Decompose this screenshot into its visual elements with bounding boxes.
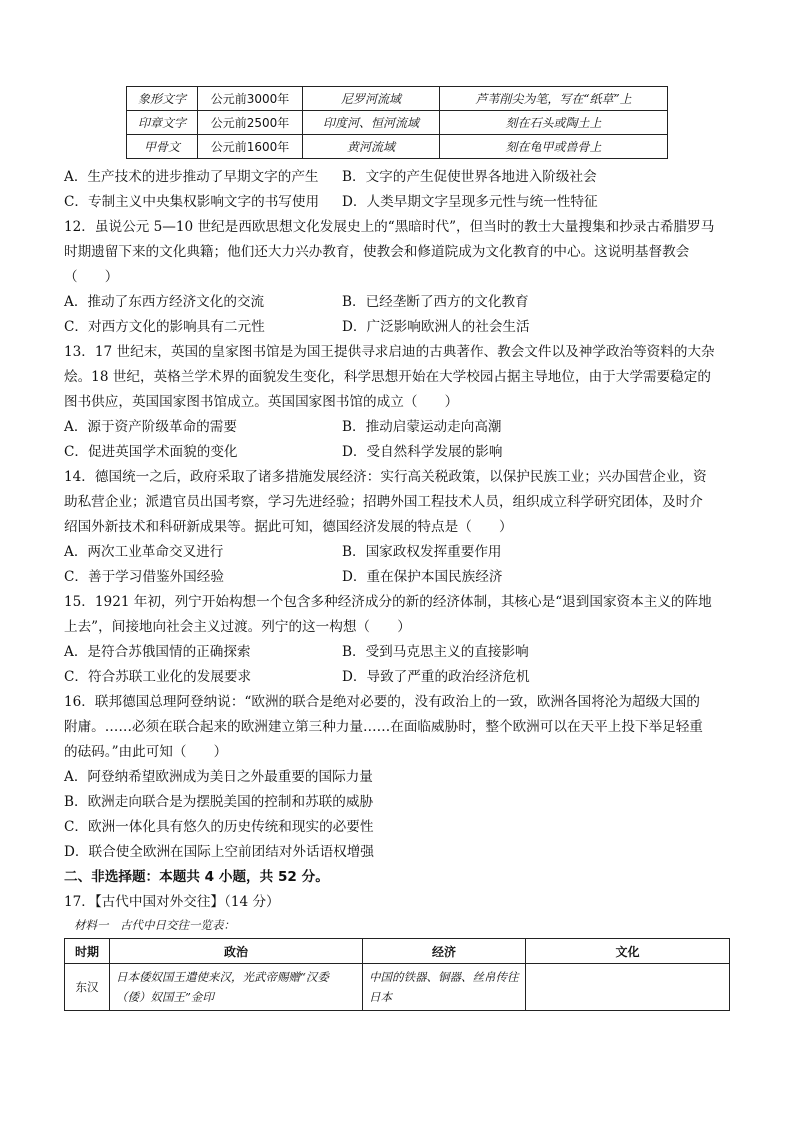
q14-options-row-2 bbox=[64, 565, 734, 590]
q14-stem-line: 助私营企业；派遣官员出国考察，学习先进经验；招聘外国工程技术人员，组织成立科学研究团体，及时介 bbox=[64, 494, 703, 510]
q13-stem-line: 烩。18 世纪，英格兰学术界的面貌发生变化，科学思想开始在大学校园占据主导地位，由于大学需要稳定的 bbox=[64, 369, 711, 385]
q12-options-row-1 bbox=[64, 290, 734, 315]
q11-option-d[interactable]: D．人类早期文字呈现多元性与统一性特征 bbox=[342, 194, 598, 210]
q16-stem-line: 16．联邦德国总理阿登纳说：“欧洲的联合是绝对必要的，没有政治上的一致，欧洲各国将沦为超级大国的 bbox=[64, 694, 700, 710]
column-header: 经济 bbox=[363, 939, 526, 964]
table-cell: 芦苇削尖为笔，写在“纸草”上 bbox=[440, 87, 668, 111]
q16-option-c[interactable]: C．欧洲一体化具有悠久的历史传统和现实的必要性 bbox=[64, 819, 374, 835]
column-header: 政治 bbox=[110, 939, 363, 964]
q11-option-b[interactable]: B．文字的产生促使世界各地进入阶级社会 bbox=[342, 169, 597, 185]
q15-stem-line: 上去”，间接地向社会主义过渡。列宁的这一构想（ ） bbox=[64, 619, 411, 635]
table-cell: 黄河流域 bbox=[303, 135, 440, 159]
q13-option-b[interactable]: B．推动启蒙运动走向高潮 bbox=[342, 419, 502, 435]
q15-option-c[interactable]: C．符合苏联工业化的发展要求 bbox=[64, 669, 252, 685]
q14-option-d[interactable]: D．重在保护本国民族经济 bbox=[342, 569, 503, 585]
q11-options-row-2 bbox=[64, 190, 734, 215]
q15-option-d[interactable]: D．导致了严重的政治经济危机 bbox=[342, 669, 530, 685]
q14-stem-line: 14．德国统一之后，政府采取了诸多措施发展经济：实行高关税政策，以保护民族工业；兴办国营企业，资 bbox=[64, 469, 707, 485]
table-cell: 公元前2500年 bbox=[198, 111, 303, 135]
period-cell: 东汉 bbox=[65, 964, 110, 1011]
q15-option-b[interactable]: B．受到马克思主义的直接影响 bbox=[342, 644, 529, 660]
table-cell: 公元前1600年 bbox=[198, 135, 303, 159]
q16-option-d[interactable]: D．联合使全欧洲在国际上空前团结对外话语权增强 bbox=[64, 844, 374, 860]
culture-cell[interactable] bbox=[526, 964, 730, 1011]
q16-option-a[interactable]: A．阿登纳希望欧洲成为美日之外最重要的国际力量 bbox=[64, 769, 373, 785]
table-cell: 象形文字 bbox=[127, 87, 198, 111]
q14-option-a[interactable]: A．两次工业革命交叉进行 bbox=[64, 544, 224, 560]
q15-options-row-1 bbox=[64, 640, 734, 665]
q17-material-label: 材料一 古代中日交往一览表： bbox=[74, 918, 235, 932]
q16-option-b[interactable]: B．欧洲走向联合是为摆脱美国的控制和苏联的威胁 bbox=[64, 794, 374, 810]
q11-option-a[interactable]: A．生产技术的进步推动了早期文字的产生 bbox=[64, 169, 319, 185]
table-cell: 刻在石头或陶土上 bbox=[440, 111, 668, 135]
q13-stem-line: 图书供应，英国国家图书馆成立。英国国家图书馆的成立（ ） bbox=[64, 394, 459, 410]
table-cell: 公元前3000年 bbox=[198, 87, 303, 111]
q13-option-a[interactable]: A．源于资产阶级革命的需要 bbox=[64, 419, 237, 435]
q11-option-c[interactable]: C．专制主义中央集权影响文字的书写使用 bbox=[64, 194, 320, 210]
table-cell: 印度河、恒河流域 bbox=[303, 111, 440, 135]
table-cell: 印章文字 bbox=[127, 111, 198, 135]
table-cell: 尼罗河流域 bbox=[303, 87, 440, 111]
table-header-row bbox=[65, 939, 730, 964]
writing-systems-table bbox=[126, 86, 668, 159]
q15-option-a[interactable]: A．是符合苏俄国情的正确探索 bbox=[64, 644, 251, 660]
politics-cell: 日本倭奴国王遣使来汉，光武帝赐赠“汉委（倭）奴国王”金印 bbox=[110, 964, 363, 1011]
q15-stem-line: 15．1921 年初，列宁开始构想一个包含多种经济成分的新的经济体制，其核心是“退到国家资本主义的阵地 bbox=[64, 594, 712, 610]
table-cell: 甲骨文 bbox=[127, 135, 198, 159]
q12-stem-line: 时期遗留下来的文化典籍；他们还大力兴办教育，使教会和修道院成为文化教育的中心。这说明基督教会 bbox=[64, 244, 690, 260]
q15-options-row-2 bbox=[64, 665, 734, 690]
q13-options-row-1 bbox=[64, 415, 734, 440]
questions-body bbox=[64, 165, 734, 935]
q12-stem-line: （ ） bbox=[64, 269, 119, 285]
table-row bbox=[65, 964, 730, 1011]
q13-options-row-2 bbox=[64, 440, 734, 465]
q16-stem-line: 附庸。……必须在联合起来的欧洲建立第三种力量……在面临威胁时，整个欧洲可以在天平上投下举足轻重 bbox=[64, 719, 703, 735]
table-row bbox=[127, 135, 668, 159]
q12-option-a[interactable]: A．推动了东西方经济文化的交流 bbox=[64, 294, 265, 310]
q13-stem-line: 13．17 世纪末，英国的皇家图书馆是为国王提供寻求启迪的古典著作、教会文件以及神学政治等资料的大杂 bbox=[64, 344, 715, 360]
table-cell: 刻在龟甲或兽骨上 bbox=[440, 135, 668, 159]
q16-stem-line: 的砝码。”由此可知（ ） bbox=[64, 744, 228, 760]
table-row bbox=[127, 87, 668, 111]
q17-title: 17．【古代中国对外交往】（14 分） bbox=[64, 894, 280, 910]
q13-option-d[interactable]: D．受自然科学发展的影响 bbox=[342, 444, 503, 460]
q14-stem-line: 绍国外新技术和科研新成果等。据此可知，德国经济发展的特点是（ ） bbox=[64, 519, 513, 535]
q14-option-c[interactable]: C．善于学习借鉴外国经验 bbox=[64, 569, 224, 585]
q14-options-row-1 bbox=[64, 540, 734, 565]
q12-option-c[interactable]: C．对西方文化的影响具有二元性 bbox=[64, 319, 265, 335]
q12-option-b[interactable]: B．已经垄断了西方的文化教育 bbox=[342, 294, 529, 310]
q12-stem-line: 12．虽说公元 5—10 世纪是西欧思想文化发展史上的“黑暗时代”，但当时的教士大量搜集和抄录古希腊罗马 bbox=[64, 219, 715, 235]
q11-options-row-1 bbox=[64, 165, 734, 190]
section-heading: 二、非选择题：本题共 4 小题，共 52 分。 bbox=[64, 869, 329, 885]
economy-cell: 中国的铁器、铜器、丝帛传往日本 bbox=[363, 964, 526, 1011]
column-header: 时期 bbox=[65, 939, 110, 964]
q12-options-row-2 bbox=[64, 315, 734, 340]
q13-option-c[interactable]: C．促进英国学术面貌的变化 bbox=[64, 444, 238, 460]
q12-option-d[interactable]: D．广泛影响欧洲人的社会生活 bbox=[342, 319, 530, 335]
q14-option-b[interactable]: B．国家政权发挥重要作用 bbox=[342, 544, 502, 560]
column-header: 文化 bbox=[526, 939, 730, 964]
china-japan-exchange-table bbox=[64, 938, 730, 1011]
table-row bbox=[127, 111, 668, 135]
